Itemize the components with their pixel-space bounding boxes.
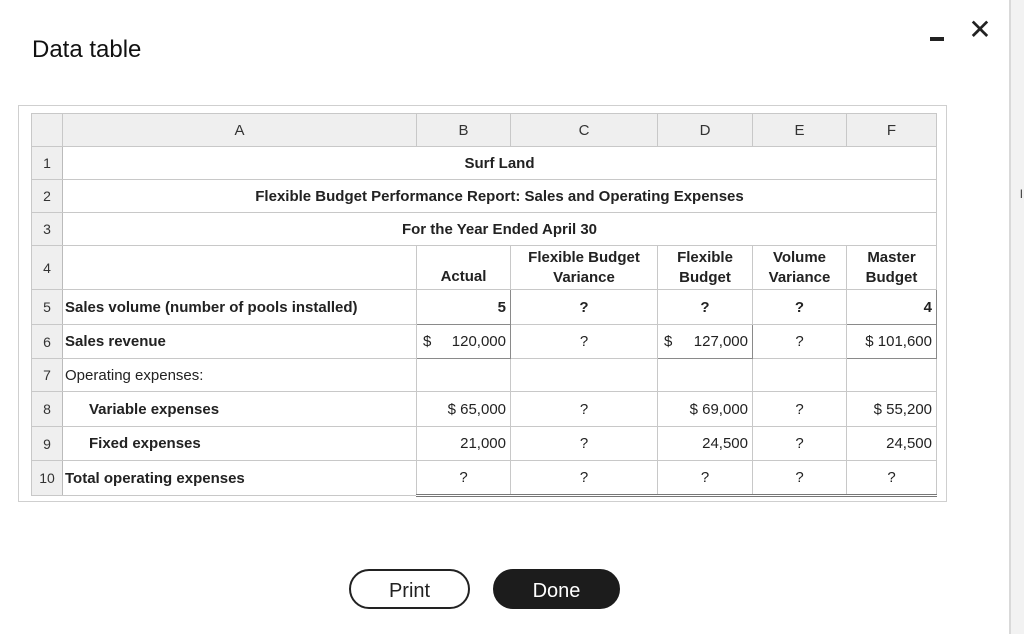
row-number: 6 bbox=[32, 325, 63, 359]
row-number: 3 bbox=[32, 213, 63, 246]
actual-value[interactable]: ? bbox=[417, 461, 511, 496]
column-header-c: C bbox=[511, 114, 658, 147]
flexible-budget-value[interactable]: ? bbox=[658, 461, 753, 496]
flexible-budget-value: 24,500 bbox=[658, 427, 753, 461]
table-row bbox=[32, 392, 937, 427]
row-label-total-operating-expenses: Total operating expenses bbox=[63, 461, 417, 496]
background-window-edge: l bbox=[1009, 0, 1024, 634]
row-number: 8 bbox=[32, 392, 63, 427]
actual-value: 5 bbox=[417, 290, 511, 325]
volume-variance-value[interactable]: ? bbox=[753, 325, 847, 359]
flexible-budget-variance-value[interactable]: ? bbox=[511, 427, 658, 461]
flexible-budget-variance-value[interactable]: ? bbox=[511, 290, 658, 325]
print-button[interactable]: Print bbox=[349, 569, 470, 609]
table-row bbox=[32, 290, 937, 325]
row-label-operating-expenses: Operating expenses: bbox=[63, 359, 417, 392]
dialog-title: Data table bbox=[32, 36, 142, 63]
master-budget-value: $ 101,600 bbox=[847, 325, 937, 359]
table-row bbox=[32, 246, 937, 290]
row-number: 7 bbox=[32, 359, 63, 392]
row-number: 1 bbox=[32, 147, 63, 180]
row-label-fixed-expenses: Fixed expenses bbox=[63, 427, 417, 461]
row-label-variable-expenses: Variable expenses bbox=[63, 392, 417, 427]
table-row bbox=[32, 461, 937, 496]
row-label-sales-volume: Sales volume (number of pools installed) bbox=[63, 290, 417, 325]
flexible-budget-variance-value[interactable]: ? bbox=[511, 392, 658, 427]
col-head-actual: Actual bbox=[417, 246, 511, 290]
report-title: Flexible Budget Performance Report: Sales and Operating Expenses bbox=[63, 180, 937, 213]
actual-value: 21,000 bbox=[417, 427, 511, 461]
row-number: 9 bbox=[32, 427, 63, 461]
column-header-e: E bbox=[753, 114, 847, 147]
flexible-budget-value[interactable]: ? bbox=[658, 290, 753, 325]
table-row bbox=[32, 180, 937, 213]
company-name: Surf Land bbox=[63, 147, 937, 180]
column-header-a: A bbox=[63, 114, 417, 147]
flexible-budget-value: $ 127,000 bbox=[658, 325, 753, 359]
column-header-d: D bbox=[658, 114, 753, 147]
corner-cell bbox=[32, 114, 63, 147]
col-head-flexible-budget: Flexible Budget bbox=[658, 246, 753, 290]
master-budget-value: 24,500 bbox=[847, 427, 937, 461]
row-number: 5 bbox=[32, 290, 63, 325]
row-label-sales-revenue: Sales revenue bbox=[63, 325, 417, 359]
column-header-row bbox=[32, 114, 937, 147]
master-budget-value: 4 bbox=[847, 290, 937, 325]
flexible-budget-variance-value[interactable]: ? bbox=[511, 461, 658, 496]
volume-variance-value[interactable]: ? bbox=[753, 461, 847, 496]
column-header-f: F bbox=[847, 114, 937, 147]
master-budget-value: $ 55,200 bbox=[847, 392, 937, 427]
minimize-button[interactable] bbox=[930, 31, 946, 47]
col-head-flexible-budget-variance: Flexible Budget Variance bbox=[511, 246, 658, 290]
table-row bbox=[32, 359, 937, 392]
flexible-budget-variance-value[interactable]: ? bbox=[511, 325, 658, 359]
volume-variance-value[interactable]: ? bbox=[753, 427, 847, 461]
actual-value: $ 120,000 bbox=[417, 325, 511, 359]
table-row bbox=[32, 147, 937, 180]
master-budget-value[interactable]: ? bbox=[847, 461, 937, 496]
flexible-budget-value: $ 69,000 bbox=[658, 392, 753, 427]
row-number: 10 bbox=[32, 461, 63, 496]
volume-variance-value[interactable]: ? bbox=[753, 392, 847, 427]
col-head-volume-variance: Volume Variance bbox=[753, 246, 847, 290]
report-period: For the Year Ended April 30 bbox=[63, 213, 937, 246]
table-row bbox=[32, 213, 937, 246]
table-row bbox=[32, 325, 937, 359]
column-header-b: B bbox=[417, 114, 511, 147]
close-button[interactable]: ✕ bbox=[968, 14, 992, 45]
actual-value: $ 65,000 bbox=[417, 392, 511, 427]
row-number: 4 bbox=[32, 246, 63, 290]
data-table bbox=[31, 113, 937, 497]
row-number: 2 bbox=[32, 180, 63, 213]
done-button[interactable]: Done bbox=[493, 569, 620, 609]
table-row bbox=[32, 427, 937, 461]
volume-variance-value[interactable]: ? bbox=[753, 290, 847, 325]
col-head-master-budget: Master Budget bbox=[847, 246, 937, 290]
